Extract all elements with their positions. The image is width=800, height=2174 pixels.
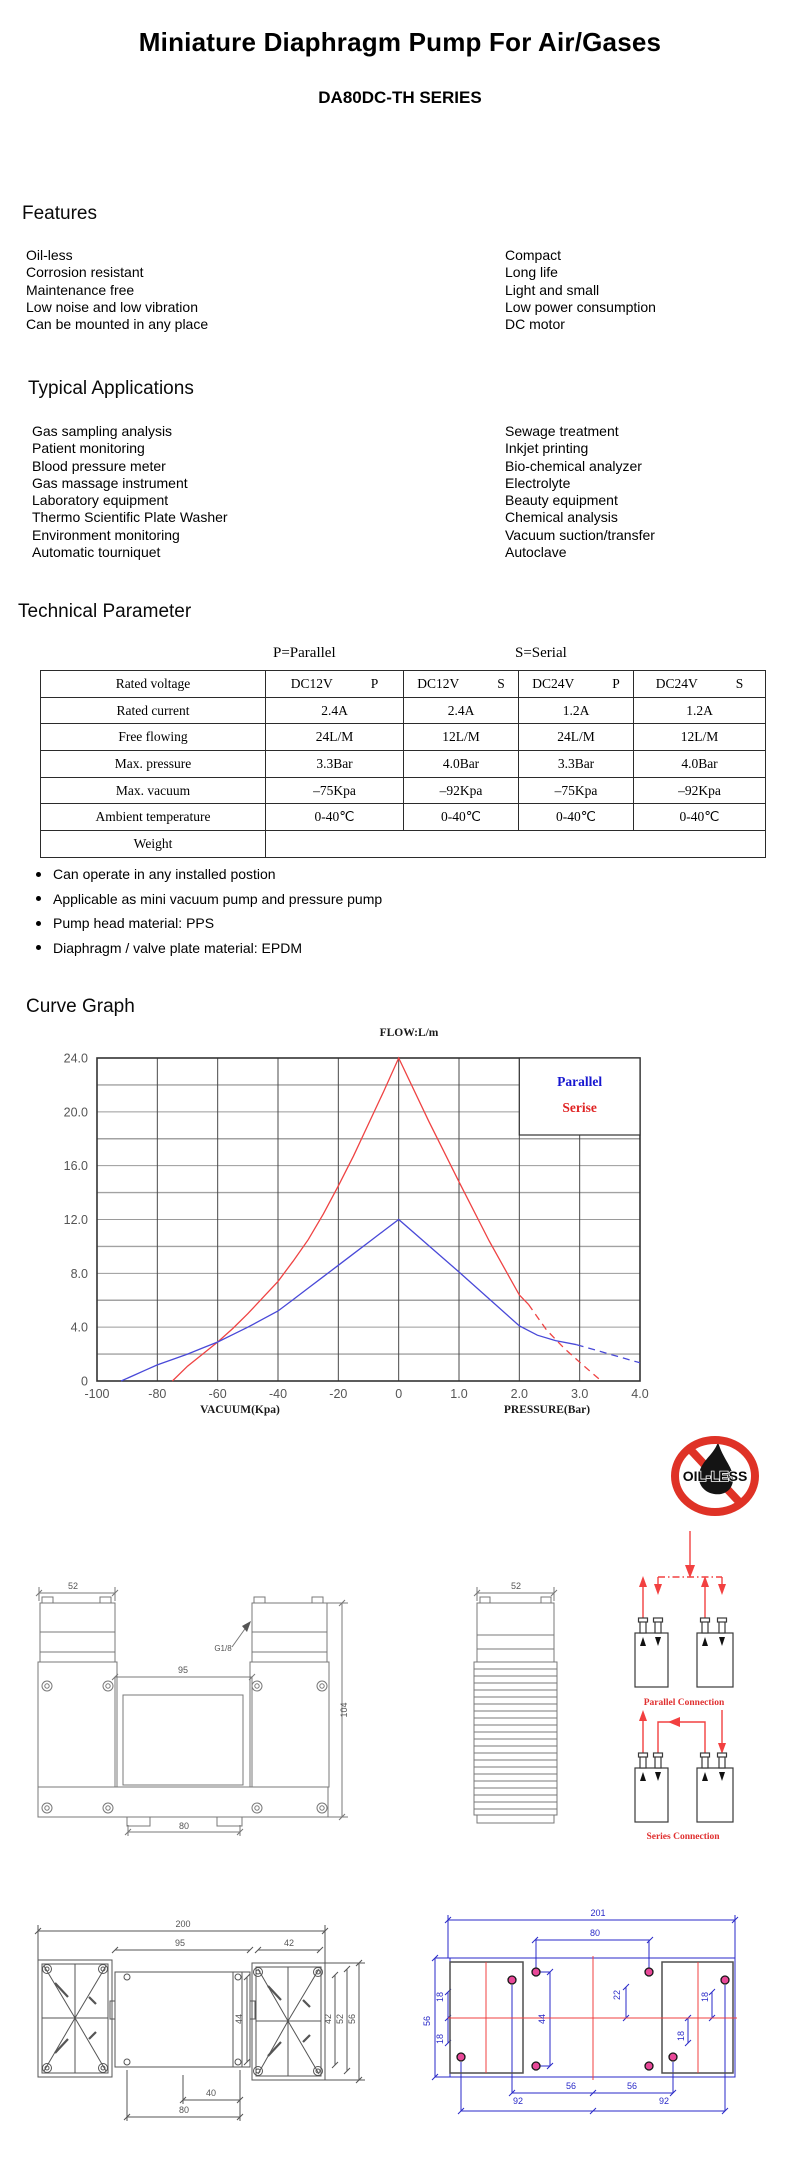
svg-text:16.0: 16.0 [63, 1159, 88, 1174]
row-value [404, 671, 519, 698]
row-value: 24L/M [266, 724, 404, 751]
dimension-label: 200 [175, 1919, 191, 1929]
dimension-label: 201 [590, 1908, 606, 1918]
svg-text:0: 0 [81, 1374, 88, 1389]
dimension-label: 18 [676, 2030, 686, 2042]
note-text: Can operate in any installed postion [53, 866, 276, 882]
dimension-label: 44 [537, 2013, 547, 2025]
list-item: Laboratory equipment [32, 492, 169, 509]
svg-text:-60: -60 [208, 1387, 227, 1401]
voltage-part: P [370, 675, 379, 691]
dimension-label: 18 [700, 1991, 710, 2003]
connection-diagrams [580, 1525, 800, 1850]
bottom-view-drawing [25, 1905, 370, 2135]
dimension-label: 40 [205, 2088, 217, 2098]
curve-heading: Curve Graph [26, 996, 135, 1017]
voltage-part: P [612, 675, 620, 691]
list-item: Low power consumption [505, 298, 656, 315]
svg-text:FLOW:L/m: FLOW:L/m [379, 1027, 439, 1039]
svg-text:4.0: 4.0 [631, 1387, 649, 1401]
list-item: Chemical analysis [505, 509, 618, 526]
dimension-label: 92 [512, 2096, 524, 2106]
row-value [266, 831, 766, 858]
serial-note: S=Serial [515, 645, 567, 661]
row-value: –75Kpa [519, 777, 634, 804]
parallel-note: P=Parallel [273, 645, 336, 661]
dimension-label: 42 [323, 2013, 333, 2025]
svg-text:-100: -100 [84, 1387, 110, 1401]
list-item: Long life [505, 264, 558, 281]
list-item: DC motor [505, 316, 565, 333]
applications-list-right [505, 423, 655, 561]
svg-text:PRESSURE(Bar): PRESSURE(Bar) [503, 1404, 591, 1416]
features-list-right [505, 247, 656, 333]
table-row [41, 751, 766, 778]
list-item: Autoclave [505, 544, 567, 561]
list-item: Gas massage instrument [32, 474, 188, 491]
svg-text:-80: -80 [148, 1387, 167, 1401]
svg-text:-20: -20 [329, 1387, 348, 1401]
list-item: Bio-chemical analyzer [505, 457, 642, 474]
list-item: Can be mounted in any place [26, 316, 209, 333]
svg-text:1.0: 1.0 [450, 1387, 468, 1401]
dimension-label: 56 [565, 2081, 577, 2091]
dimension-label: 80 [178, 1821, 190, 1831]
list-item: Environment monitoring [32, 526, 180, 543]
list-item: Oil-less [26, 247, 73, 263]
voltage-part: DC12V [290, 675, 333, 691]
parameter-table [40, 670, 766, 858]
dimension-label: G1/8 [214, 1644, 232, 1653]
list-item: Vacuum suction/transfer [505, 526, 655, 543]
row-value: 2.4A [266, 697, 404, 724]
bullet-icon [36, 872, 41, 877]
table-row [41, 777, 766, 804]
applications-heading: Typical Applications [28, 378, 194, 399]
row-value: 24L/M [519, 724, 634, 751]
svg-text:24.0: 24.0 [63, 1051, 88, 1066]
row-label: Rated current [41, 697, 266, 724]
dimension-label: 56 [422, 2015, 432, 2027]
row-value: 4.0Bar [634, 751, 766, 778]
list-item: Compact [505, 247, 562, 263]
svg-text:20.0: 20.0 [63, 1105, 88, 1120]
dimension-label: 95 [174, 1938, 186, 1948]
table-row [41, 697, 766, 724]
list-item: Patient monitoring [32, 440, 145, 457]
svg-text:8.0: 8.0 [70, 1266, 88, 1281]
list-item: Automatic tourniquet [32, 544, 161, 561]
front-view-drawing [20, 1575, 365, 1840]
list-item: Sewage treatment [505, 423, 619, 439]
dimension-label: 80 [178, 2105, 190, 2115]
row-value: –92Kpa [634, 777, 766, 804]
row-value: 0-40℃ [634, 804, 766, 831]
row-value: 0-40℃ [266, 804, 404, 831]
dimension-label: 80 [589, 1928, 601, 1938]
bullet-icon [36, 896, 41, 901]
dimension-label: 52 [335, 2013, 345, 2025]
row-label: Free flowing [41, 724, 266, 751]
series-subtitle: DA80DC-TH SERIES [318, 88, 482, 107]
svg-text:3.0: 3.0 [570, 1387, 589, 1401]
list-item: Maintenance free [26, 281, 135, 298]
note-item [36, 940, 382, 956]
row-value: 1.2A [634, 697, 766, 724]
voltage-part: S [735, 675, 744, 691]
row-label: Max. pressure [41, 751, 266, 778]
list-item: Thermo Scientific Plate Washer [32, 509, 228, 526]
row-value: –75Kpa [266, 777, 404, 804]
notes-list [36, 866, 382, 964]
list-item: Inkjet printing [505, 440, 589, 457]
svg-text:12.0: 12.0 [63, 1213, 88, 1227]
list-item: Low noise and low vibration [26, 298, 198, 315]
dimension-label: 42 [283, 1938, 295, 1948]
row-value: 12L/M [404, 724, 519, 751]
note-text: Applicable as mini vacuum pump and pressure pump [53, 890, 383, 907]
applications-list-left [32, 423, 228, 561]
row-value: 3.3Bar [519, 751, 634, 778]
row-value [266, 671, 404, 698]
dimension-label: Parallel Connection [643, 1698, 725, 1708]
side-view-drawing [455, 1575, 570, 1835]
dimension-label: 95 [177, 1665, 189, 1675]
dimension-label: 22 [612, 1989, 622, 2001]
row-label: Weight [41, 831, 266, 858]
table-row [41, 831, 766, 858]
note-text: Pump head material: PPS [53, 915, 215, 932]
note-item [36, 866, 382, 882]
dimension-label: 56 [626, 2081, 638, 2091]
dimension-label: 92 [658, 2096, 670, 2106]
list-item: Beauty equipment [505, 492, 618, 509]
row-label: Max. vacuum [41, 777, 266, 804]
row-value: 1.2A [519, 697, 634, 724]
svg-text:2.0: 2.0 [510, 1387, 529, 1401]
dimension-label: 104 [339, 1702, 349, 1718]
note-item [36, 891, 382, 907]
features-list-left [26, 247, 208, 333]
features-heading: Features [22, 203, 97, 224]
svg-text:Serise: Serise [562, 1100, 597, 1115]
row-value: 3.3Bar [266, 751, 404, 778]
row-value: 12L/M [634, 724, 766, 751]
voltage-part: S [497, 675, 505, 691]
dimension-label: 52 [67, 1581, 79, 1591]
technical-heading: Technical Parameter [18, 601, 192, 622]
list-item: Gas sampling analysis [32, 423, 173, 439]
svg-text:Parallel: Parallel [557, 1074, 603, 1089]
dimension-label: 18 [435, 2033, 445, 2045]
row-value: 0-40℃ [519, 804, 634, 831]
note-text: Diaphragm / valve plate material: EPDM [53, 939, 302, 956]
svg-text:4.0: 4.0 [70, 1320, 88, 1335]
svg-text:-40: -40 [268, 1387, 288, 1401]
row-value: 4.0Bar [404, 751, 519, 778]
svg-text:VACUUM(Kpa): VACUUM(Kpa) [200, 1404, 280, 1416]
list-item: Blood pressure meter [32, 457, 166, 474]
list-item: Light and small [505, 281, 600, 298]
page-title: Miniature Diaphragm Pump For Air/Gases [138, 27, 662, 57]
row-label: Rated voltage [41, 671, 266, 698]
oil-less-text: OIL-LESS [682, 1468, 748, 1484]
row-value: –92Kpa [404, 777, 519, 804]
bullet-icon [36, 921, 41, 926]
list-item: Corrosion resistant [26, 264, 144, 281]
table-row [41, 804, 766, 831]
note-item [36, 915, 382, 931]
voltage-part: DC24V [532, 675, 575, 691]
dimension-label: Series Connection [646, 1832, 720, 1842]
row-value [634, 671, 766, 698]
dimension-label: 56 [347, 2013, 357, 2025]
dimension-label: 44 [234, 2013, 244, 2025]
row-value: 0-40℃ [404, 804, 519, 831]
list-item: Electrolyte [505, 474, 571, 491]
table-row [41, 724, 766, 751]
row-value: 2.4A [404, 697, 519, 724]
flow-pressure-chart [0, 1020, 700, 1424]
row-value [519, 671, 634, 698]
oil-less-logo [660, 1432, 770, 1524]
dimension-label: 52 [510, 1581, 522, 1591]
svg-text:0: 0 [395, 1387, 403, 1401]
dimension-label: 18 [435, 1991, 445, 2003]
row-label: Ambient temperature [41, 804, 266, 831]
voltage-part: DC24V [655, 675, 698, 691]
mounting-plate-drawing [390, 1895, 750, 2123]
table-row [41, 671, 766, 698]
bullet-icon [36, 945, 41, 950]
voltage-part: DC12V [417, 675, 460, 691]
